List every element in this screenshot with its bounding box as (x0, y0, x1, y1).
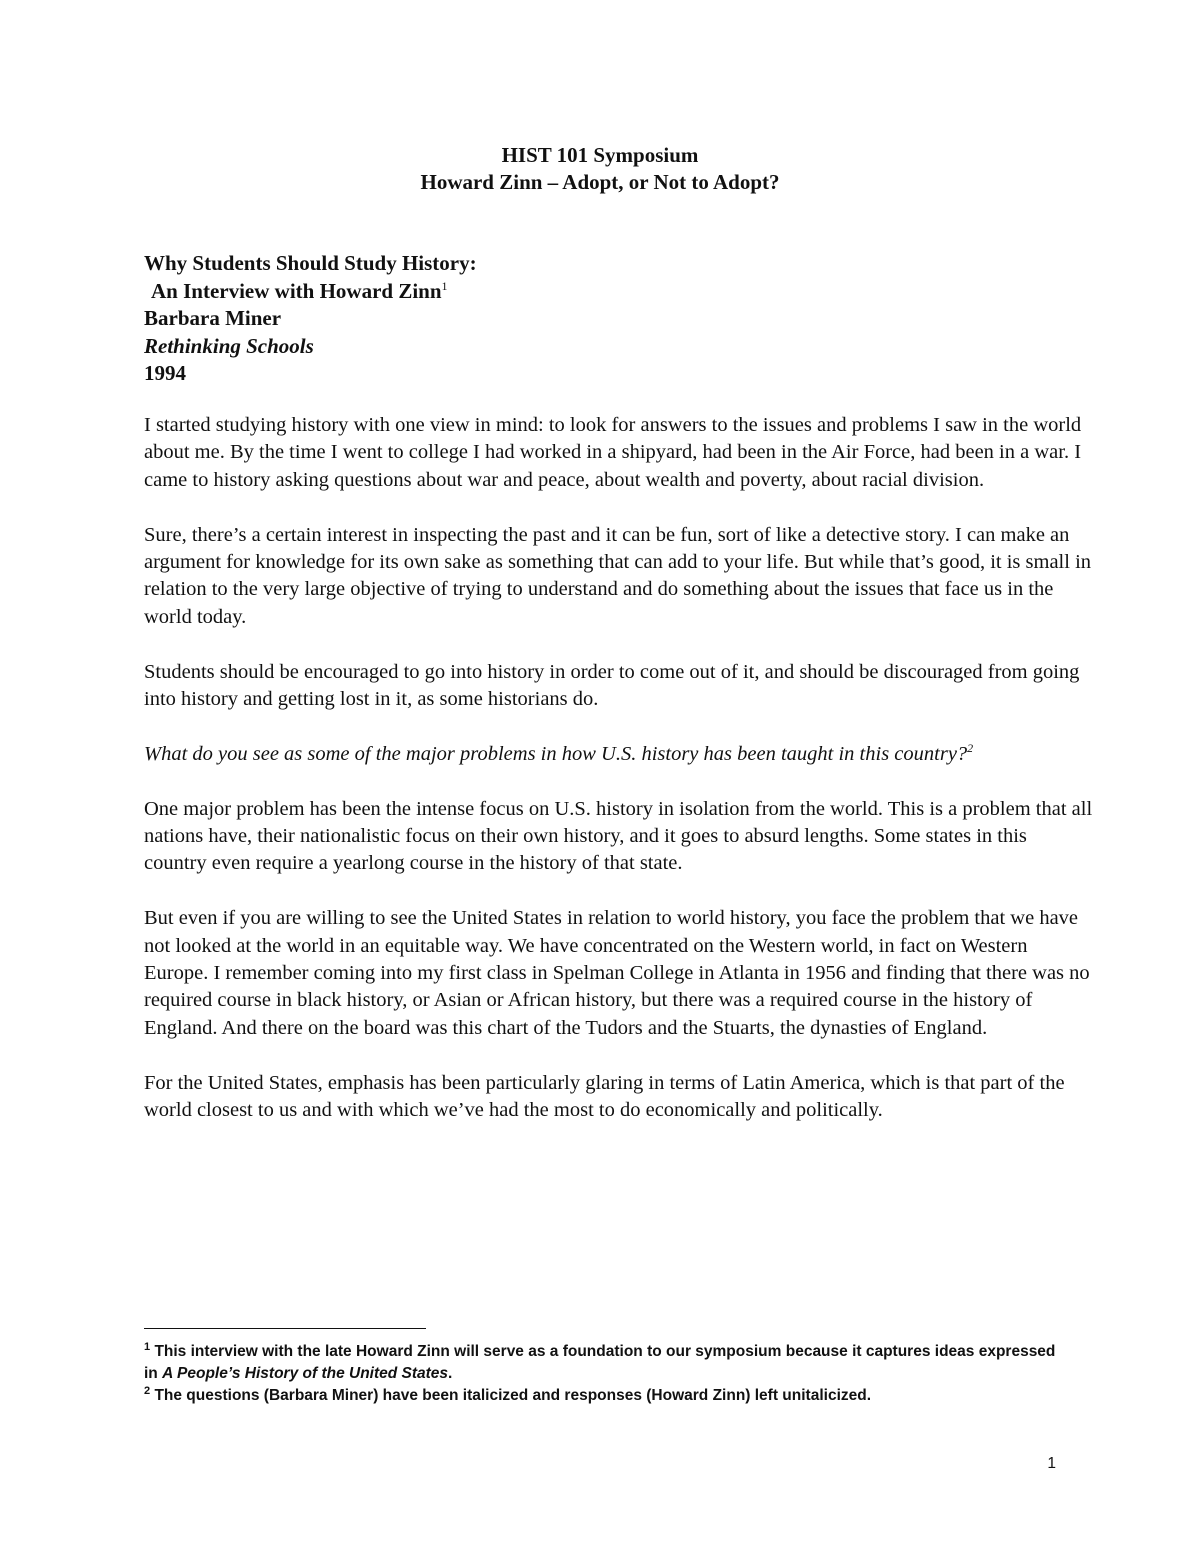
body-paragraph: For the United States, emphasis has been particularly glaring in terms of Latin America, which is that part of the world closest to us and with which we’ve had the most to do economically and politically. (144, 1071, 1065, 1122)
body-paragraph: I started studying history with one view in mind: to look for answers to the issues and problems I saw in the world about me. By the time I went to college I had worked in a shipyard, had been in the Air Force, had been in a war. I came to history asking questions about war and peace, about wealth and poverty, about racial division. (144, 414, 1082, 491)
course-title: HIST 101 Symposium (501, 143, 699, 167)
footnote-number: 2 (144, 1384, 151, 1397)
footnote-text: The questions (Barbara Miner) have been italicized and responses (Howard Zinn) left unitalicized. (154, 1387, 872, 1404)
article-publication: Rethinking Schools (144, 333, 314, 358)
article-year: 1994 (144, 361, 186, 385)
page-number: 1 (1047, 1455, 1056, 1472)
footnotes (144, 1341, 1064, 1407)
body-paragraph: Sure, there’s a certain interest in inspecting the past and it can be fun, sort of like a detective story. I can make an argument for knowledge for its own sake as something that can add to your life. But while that’s good, it is small in relation to the very large objective of trying to understand and do something about the issues that face us in the world today. (144, 523, 1092, 628)
footnote-1 (144, 1341, 1064, 1385)
body-paragraph: But even if you are willing to see the United States in relation to world history, you face the problem that we have not looked at the world in an equitable way. We have concentrated on the Western world, in fact on Western Europe. I remember coming into my first class in Spelman College in Atlanta in 1956 and finding that there was no required course in black history, or Asian or African history, but there was a required course in the history of England. And there on the board was this chart of the Tudors and the Stuarts, the dynasties of England. (144, 907, 1090, 1039)
footnote-text: This interview with the late Howard Zinn will serve as a foundation to our symposium because it captures ideas expressed in (144, 1343, 1056, 1382)
article-byline (144, 250, 1064, 388)
article-body (144, 412, 1094, 1152)
document-header (0, 142, 1200, 196)
footnote-ref-1[interactable]: 1 (441, 278, 448, 293)
symposium-subtitle: Howard Zinn – Adopt, or Not to Adopt? (420, 170, 780, 194)
body-paragraph: One major problem has been the intense focus on U.S. history in isolation from the world. This is a problem that all nations have, their nationalistic focus on their own history, and it goes to absurd lengths. Some states in this country even require a yearlong course in the history of that state. (144, 797, 1093, 875)
article-author: Barbara Miner (144, 306, 282, 330)
footnote-number: 1 (144, 1340, 151, 1353)
footnote-2 (144, 1385, 1064, 1407)
footnote-book-title: A People’s History of the United States (162, 1365, 449, 1382)
article-title: Why Students Should Study History: (144, 251, 477, 275)
footnote-separator (144, 1328, 426, 1329)
body-paragraph: Students should be encouraged to go into history in order to come out of it, and should be discouraged from going into history and getting lost in it, as some historians do. (144, 660, 1080, 711)
article-subtitle (144, 278, 1064, 306)
footnote-ref-2[interactable]: 2 (967, 741, 974, 755)
interview-question (144, 741, 1094, 768)
footnote-text-end: . (448, 1365, 453, 1382)
article-subtitle-text: An Interview with Howard Zinn (151, 278, 442, 303)
question-text: What do you see as some of the major problems in how U.S. history has been taught in this country? (144, 742, 968, 765)
